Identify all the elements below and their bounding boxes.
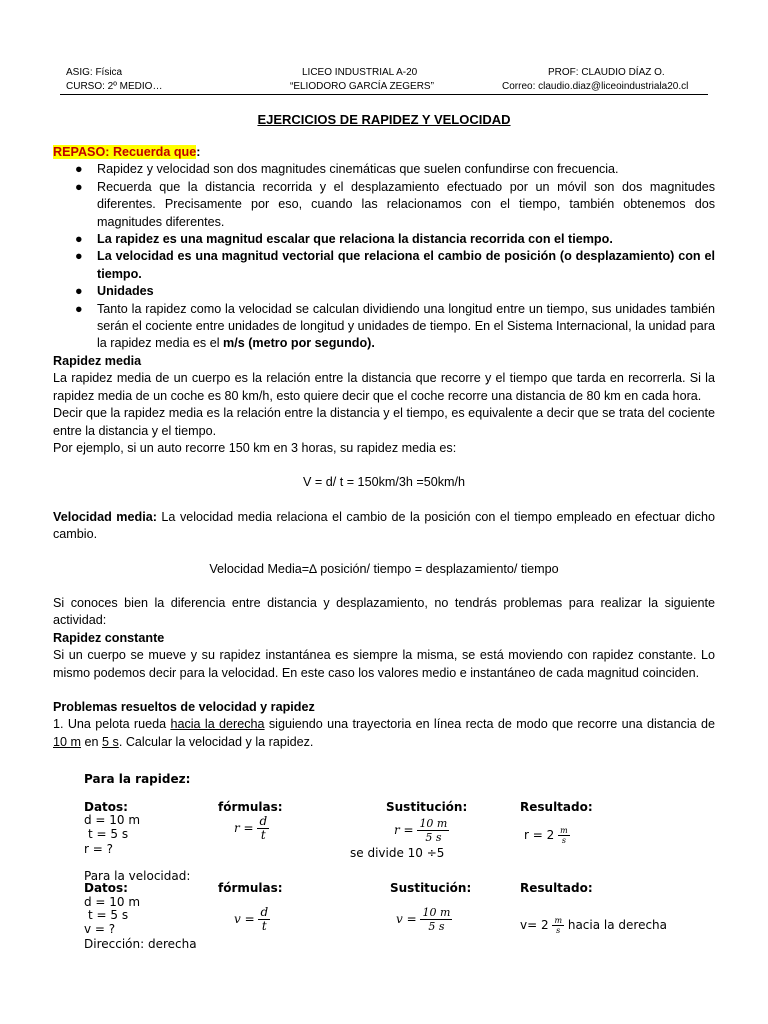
list-item: ● Tanto la rapidez como la velocidad se calculan dividiendo una longitud entre un tiempo, sus unidades también serán el cociente entre unidades de longitud y unidades de tiempo. En el Sistema Internacional, la unidad para la rapidez media es el m/s (metro por segundo).: [75, 301, 715, 351]
velocidad-substitution: v = $\frac{10 m}{5 s}$: [396, 906, 451, 933]
direccion-label: Dirección: derecha: [84, 937, 197, 951]
bullet-icon: ●: [75, 301, 83, 316]
list-item: ● Recuerda que la distancia recorrida y el desplazamiento efectuado por un móvil son dos magnitudes diferentes. Precisamente por eso, cuando las relacionamos con el tiempo, también obtenemos dos magnitudes diferentes.: [75, 179, 715, 229]
bullet-icon: ●: [75, 162, 83, 177]
rapidez-substitution: r = $\frac{10 m}{5 s}$: [394, 817, 448, 844]
repaso-heading: REPASO: Recuerda que:: [53, 145, 201, 159]
datos-label: Datos:: [84, 800, 128, 814]
rapidez-formula-fig: r = $\frac{d}{t}$: [234, 814, 268, 842]
formulas-label: fórmulas:: [218, 800, 283, 814]
list-item: ● Unidades: [53, 283, 715, 300]
rapidez-media-p2: Decir que la rapidez media es la relación entre la distancia y el tiempo, es equivalente a decir que se trata del cociente entre la distancia y el tiempo.: [53, 406, 715, 438]
rapidez-result: r = 2 $\frac{m}{s}$: [524, 826, 568, 845]
rapidez-media-p3: Por ejemplo, si un auto recorre 150 km en 3 horas, su rapidez media es:: [53, 440, 457, 455]
bullet-icon: ●: [75, 249, 83, 264]
repaso-label: REPASO: Recuerda que: [53, 145, 197, 159]
sustitucion-label: Sustitución:: [386, 800, 468, 814]
velocidad-after: Si conoces bien la diferencia entre distancia y desplazamiento, no tendrás problemas para realizar la siguiente actividad:: [53, 595, 715, 628]
velocidad-formula-fig: v = $\frac{d}{t}$: [234, 905, 269, 933]
rapidez-constante-heading: Rapidez constante: [53, 630, 165, 645]
repaso-list: [53, 161, 715, 352]
problem-1: 1. Una pelota rueda hacia la derecha siguiendo una trayectoria en línea recta de modo que recorre una distancia de 10 m en 5 s. Calcular la velocidad y la rapidez.: [53, 717, 716, 749]
resultado-label: Resultado:: [520, 800, 593, 814]
rapidez-media-heading: Rapidez media: [53, 353, 142, 368]
teacher-email: Correo: claudio.diaz@liceoindustriala20.cl: [502, 81, 689, 92]
rapidez-constante-text: Si un cuerpo se mueve y su rapidez instantánea es siempre la misma, se está moviendo con rapidez constante. Lo mismo podemos decir para la velocidad. En este caso los valores medio e instantáneo de cada magnitud coinciden.: [53, 648, 715, 680]
header-divider: [60, 94, 708, 95]
rapidez-media-p1: La rapidez media de un cuerpo es la relación entre la distancia que recorre y el tiempo que tarda en recorrerla. Si la rapidez media de un coche es 80 km/h, esto quiere decir que el coche recorre una distancia de 80 km en cada hora.: [53, 371, 715, 403]
list-item: ● Rapidez y velocidad son dos magnitudes cinemáticas que suelen confundirse con frecuencia.: [53, 161, 715, 178]
velocidad-title: Para la velocidad:: [84, 869, 191, 883]
page-title: EJERCICIOS DE RAPIDEZ Y VELOCIDAD: [257, 112, 511, 127]
bullet-icon: ●: [75, 232, 83, 247]
list-item: ● La rapidez es una magnitud escalar que relaciona la distancia recorrida con el tiempo.: [53, 231, 715, 248]
document-body: [53, 144, 715, 751]
list-item: ● La velocidad es una magnitud vectorial que relaciona el cambio de posición (o desplazamiento) con el tiempo.: [75, 249, 715, 281]
course-label: CURSO: 2º MEDIO…: [66, 81, 163, 92]
teacher-name: PROF: CLAUDIO DÍAZ O.: [548, 67, 665, 78]
velocidad-formula: Velocidad Media=∆ posición/ tiempo = desplazamiento/ tiempo: [209, 561, 559, 576]
velocidad-result: v= 2 $\frac{m}{s}$ hacia la derecha: [520, 916, 668, 935]
bullet-icon: ●: [75, 179, 83, 194]
rapidez-title: Para la rapidez:: [84, 772, 191, 786]
velocidad-media-paragraph: Velocidad media: La velocidad media relaciona el cambio de la posición con el tiempo empleado en efectuar dicho cambio.: [53, 509, 715, 542]
school-subtitle: “ELIODORO GARCÍA ZEGERS”: [290, 81, 434, 92]
subject-label: ASIG: Física: [66, 67, 123, 78]
school-name: LICEO INDUSTRIAL A-20: [302, 67, 418, 78]
problemas-heading: Problemas resueltos de velocidad y rapidez: [53, 699, 315, 714]
bullet-icon: ●: [75, 284, 83, 299]
rapidez-formula: V = d/ t = 150km/3h =50km/h: [302, 475, 466, 490]
